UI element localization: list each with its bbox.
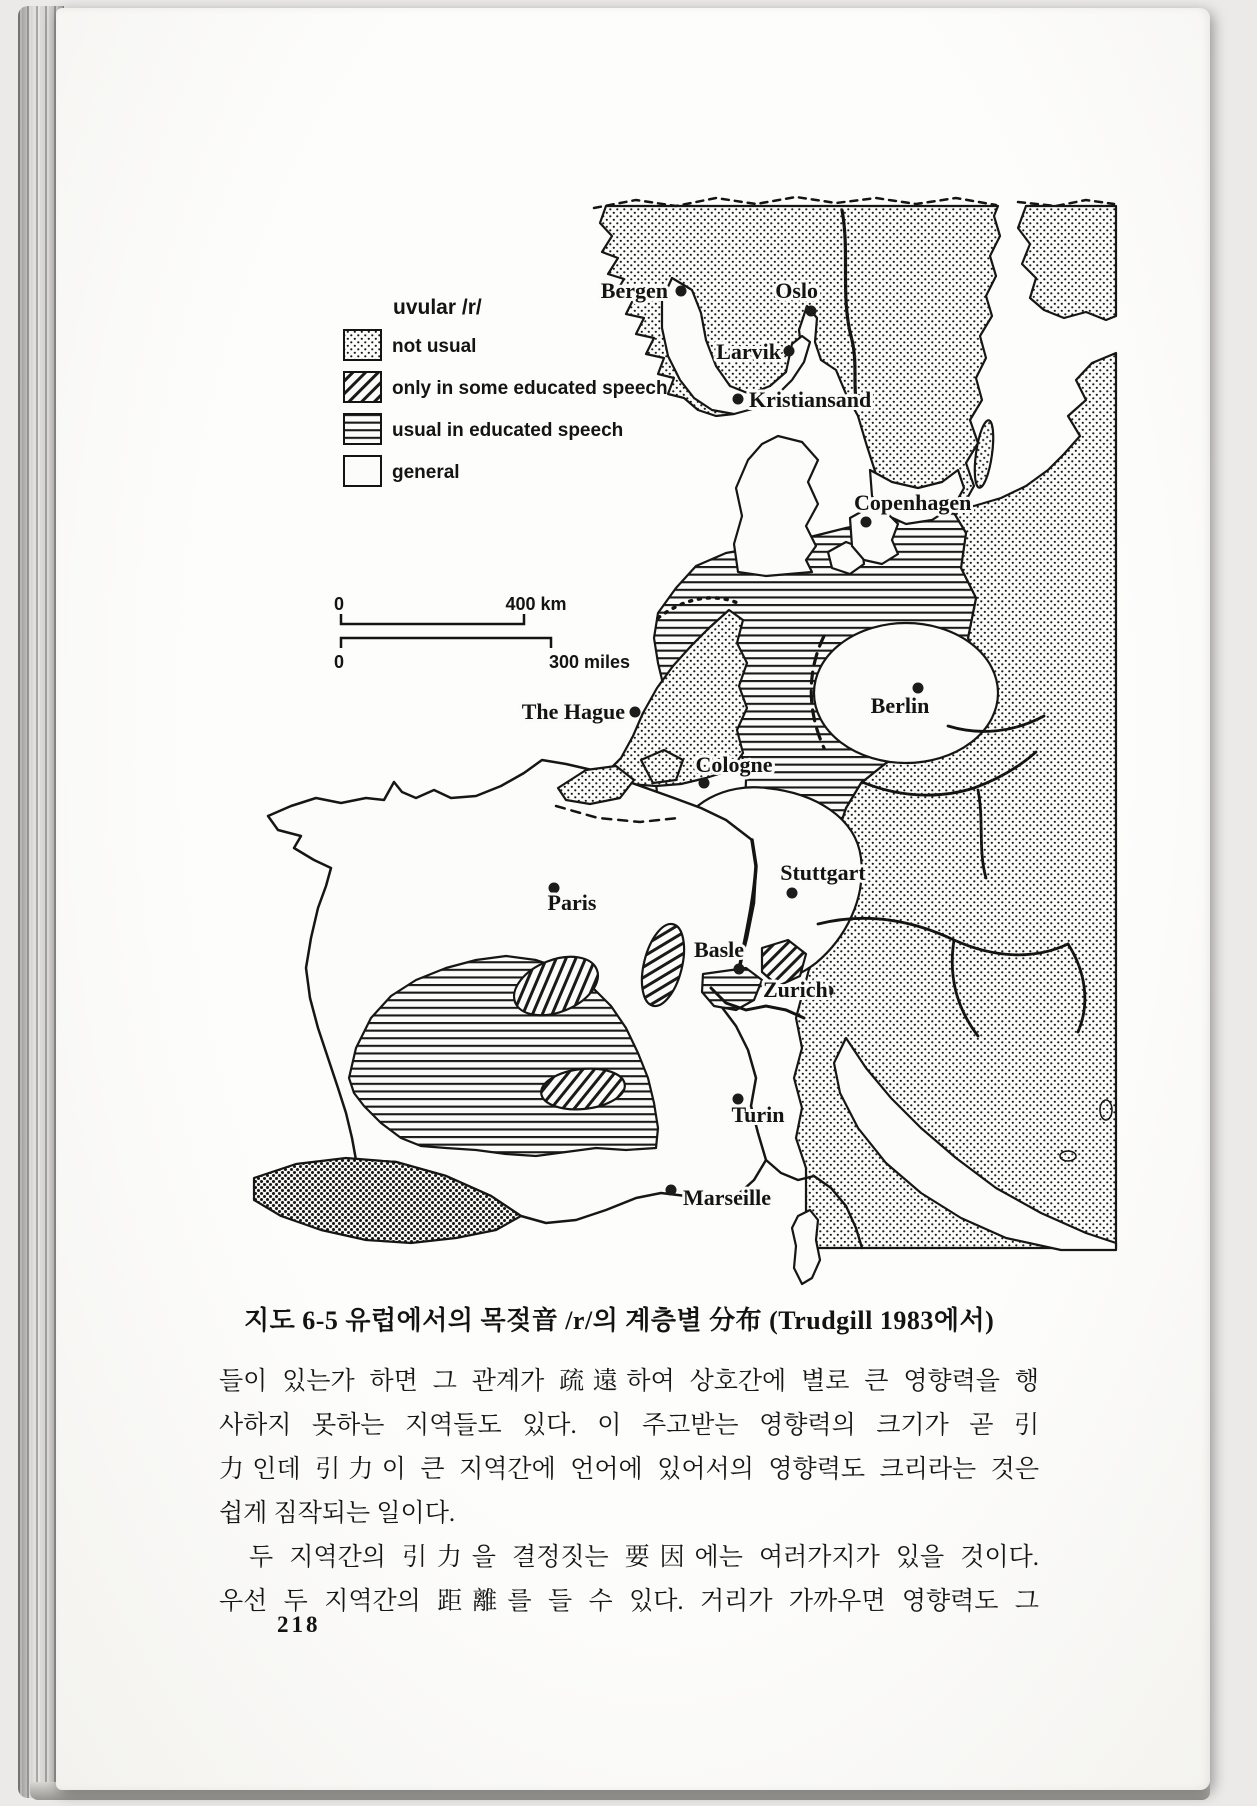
body-line: 쉽게 짐작되는 일이다. (219, 1500, 456, 1527)
body-text (219, 1360, 1039, 1624)
legend-label: usual in educated speech (392, 420, 624, 441)
legend-swatch-diagonal (344, 372, 381, 402)
city-label: Larvik (716, 339, 781, 364)
city-dot (733, 394, 744, 405)
city-label: Copenhagen (854, 490, 972, 515)
city-label: The Hague (521, 699, 625, 724)
city-label: Stuttgart (780, 860, 866, 885)
scale-km-zero: 0 (333, 594, 345, 614)
region-gotland-stipple (971, 419, 996, 489)
legend-label: only in some educated speech (392, 378, 668, 399)
city-zurich (763, 977, 834, 1002)
scale-bar-miles (341, 638, 551, 648)
city-dot (784, 346, 795, 357)
city-label: Kristiansand (749, 387, 872, 412)
map-legend (344, 296, 668, 486)
city-kristiansand (733, 387, 872, 412)
city-label: Bergen (600, 278, 668, 303)
page-number: 218 (277, 1612, 321, 1637)
legend-rows (344, 330, 668, 486)
legend-swatch-plain (344, 456, 381, 486)
city-label: Paris (547, 890, 597, 915)
city-dot (806, 306, 817, 317)
city-dot (630, 707, 641, 718)
body-line: 力인데 引力이 큰 지역간에 언어에 있어서의 영향력도 크리라는 것은 (219, 1456, 1039, 1483)
city-dot (734, 964, 745, 975)
legend-label: general (392, 462, 460, 483)
city-turin (731, 1094, 784, 1128)
figure-caption: 지도 6-5 유럽에서의 목젖音 /r/의 계층별 分布 (Trudgill 1983에서) (244, 1306, 995, 1335)
scale-mi-label: 300 miles (549, 652, 631, 672)
city-label: Oslo (775, 278, 818, 303)
body-line: 들이 있는가 하면 그 관계가 疏遠하여 상호간에 별로 큰 영향력을 행 (219, 1368, 1039, 1395)
body-line: 사하지 못하는 지역들도 있다. 이 주고받는 영향력의 크기가 곧 引 (219, 1412, 1039, 1439)
region-corsica-general (792, 1210, 820, 1284)
city-label: Marseille (683, 1185, 771, 1210)
city-dot (861, 517, 872, 528)
region-jutland-general (734, 436, 818, 576)
legend-title: uvular /r/ (393, 296, 482, 319)
city-label: Turin (731, 1102, 785, 1127)
body-line: 두 지역간의 引力을 결정짓는 要因에는 여러가지가 있을 것이다. (249, 1544, 1039, 1571)
city-dot (699, 778, 710, 789)
region-finland-stipple (1018, 206, 1116, 320)
region-small-island-1 (1060, 1151, 1076, 1161)
page-surface (56, 8, 1210, 1790)
body-line: 우선 두 지역간의 距離를 들 수 있다. 거리가 가까우면 영향력도 그 (219, 1588, 1039, 1615)
map-scale (341, 614, 551, 648)
city-label: Cologne (695, 752, 773, 777)
scale-km-label: 400 km (505, 594, 567, 614)
city-label: Zurich (763, 977, 828, 1002)
city-label: Berlin (870, 693, 930, 718)
legend-swatch-stipple (344, 330, 381, 360)
city-dot (787, 888, 798, 899)
region-small-island-2 (1100, 1100, 1112, 1120)
map-regions (254, 206, 1116, 1284)
legend-label: not usual (392, 336, 477, 357)
city-label: Basle (693, 937, 745, 962)
city-dot (913, 683, 924, 694)
scale-mi-zero: 0 (333, 652, 345, 672)
city-the-hague (522, 699, 641, 724)
scale-bar-km (341, 614, 524, 624)
city-dot (676, 286, 687, 297)
city-dot (666, 1185, 677, 1196)
legend-swatch-horizontal (344, 414, 381, 444)
europe-map (206, 148, 1126, 1308)
